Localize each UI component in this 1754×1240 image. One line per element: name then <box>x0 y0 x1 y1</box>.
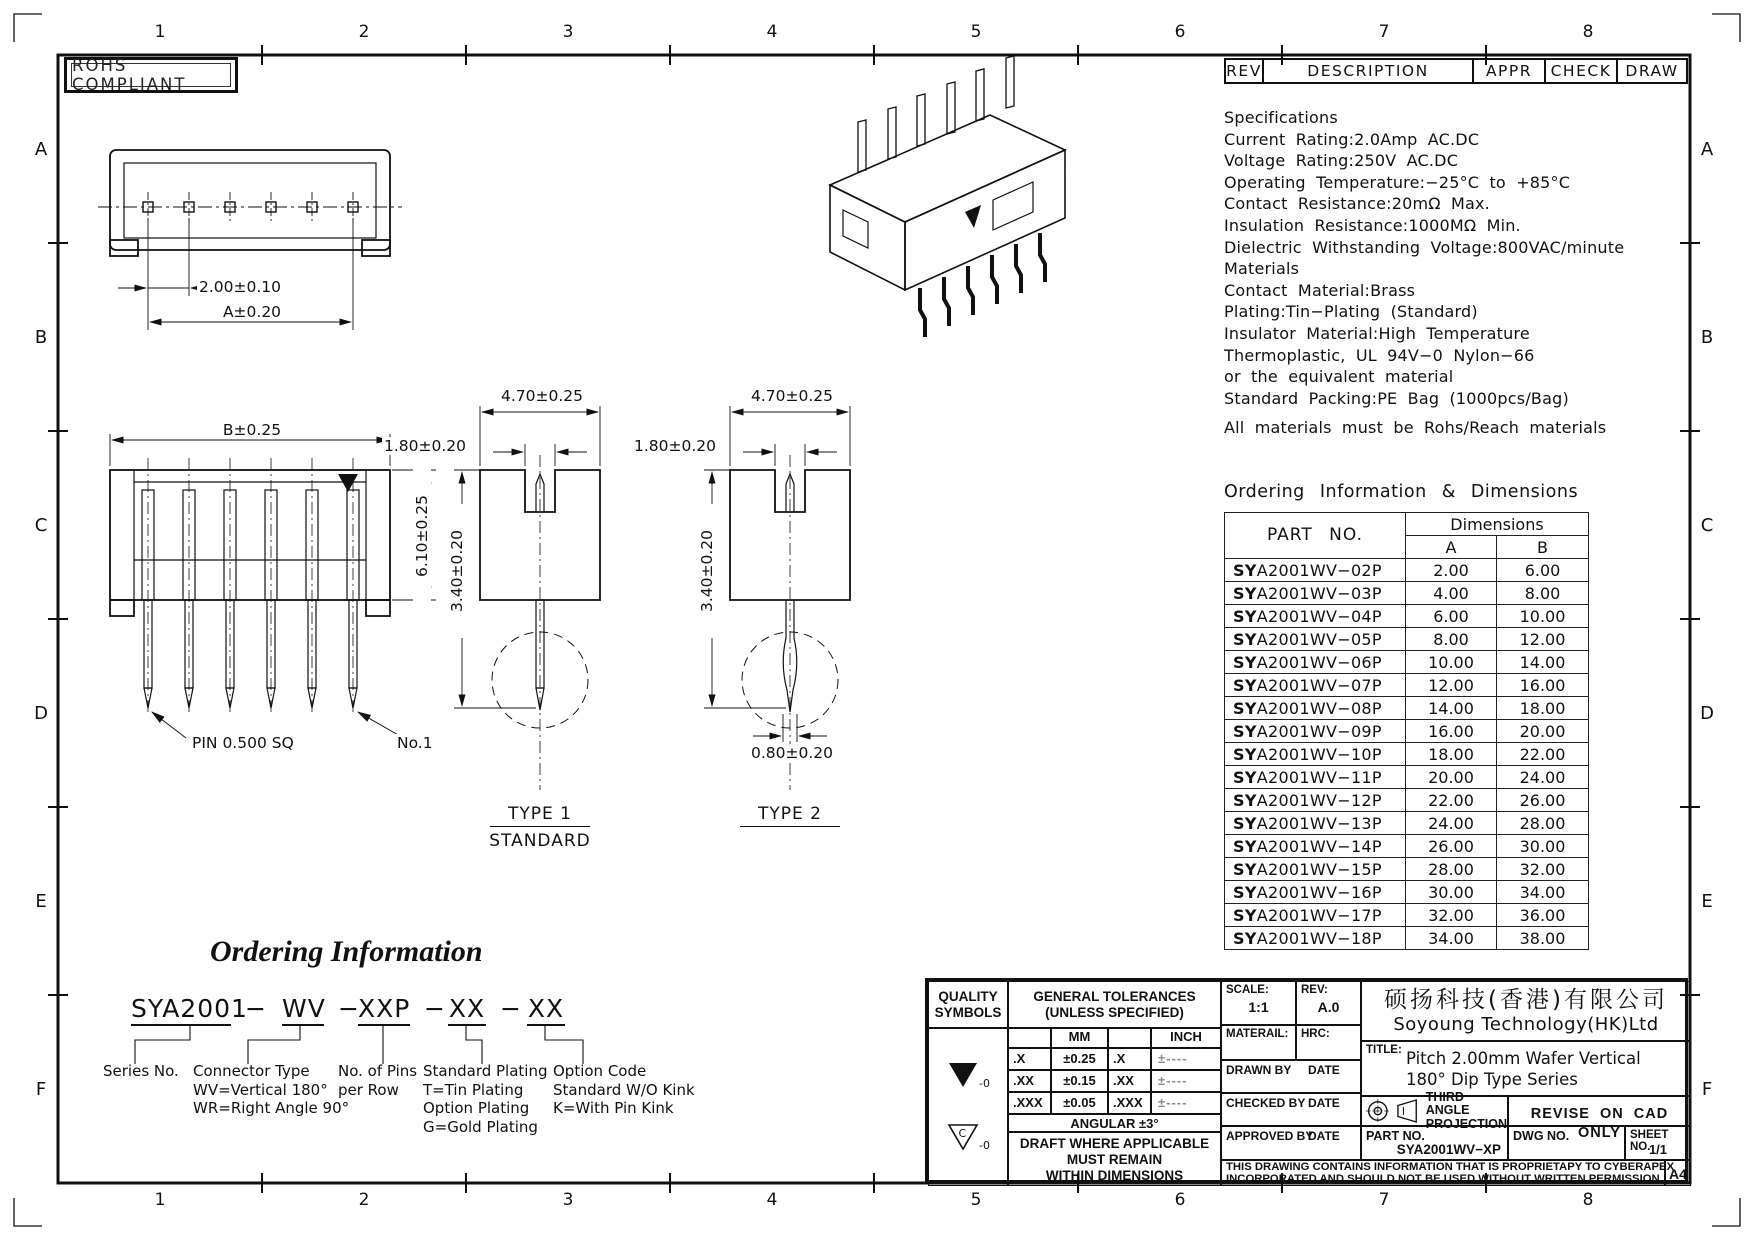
dim-a-value: 28.00 <box>1406 858 1497 881</box>
text-line: No. of Pins <box>338 1062 418 1080</box>
dim-b-value: 28.00 <box>1497 812 1589 835</box>
section-view <box>110 434 436 738</box>
rev-value: A.0 <box>1317 999 1340 1015</box>
dim-a-value: 2.00 <box>1406 559 1497 582</box>
text-line: Dielectric Withstanding Voltage:800VAC/minute <box>1224 237 1625 257</box>
text-line: A <box>1700 138 1714 160</box>
draw-col-header: DRAW <box>1618 58 1688 84</box>
dim-b-value: 32.00 <box>1497 858 1589 881</box>
code-dash: − <box>500 994 521 1023</box>
dim-b-value: 24.00 <box>1497 766 1589 789</box>
dim-b-value: 20.00 <box>1497 720 1589 743</box>
company-name-cn: 硕扬科技(香港)有限公司 <box>1384 987 1668 1013</box>
text-line: 8 <box>1582 1190 1594 1210</box>
drawing-title <box>1362 1042 1690 1090</box>
part-no-cell: PART NO. SYA2001WV−XP <box>1361 1126 1508 1160</box>
text-line: 6 <box>1174 1190 1186 1210</box>
projection-cell <box>1361 1089 1508 1131</box>
part-no-value: SYA2001WV−10P <box>1225 743 1406 766</box>
rohs-badge <box>64 57 238 93</box>
text-line: 5 <box>970 1190 982 1210</box>
dim-a-value: 26.00 <box>1406 835 1497 858</box>
pins-labels <box>338 1062 417 1099</box>
text-line: Current Rating:2.0Amp AC.DC <box>1224 129 1480 149</box>
specifications-block <box>1224 107 1694 439</box>
part-no-value: SYA2001WV−07P <box>1225 674 1406 697</box>
type1-dim-side: 3.40±0.20 <box>448 504 466 638</box>
text-line: THIRD ANGLE <box>1425 1089 1470 1118</box>
text-line: Insulator Material:High Temperature <box>1224 323 1530 343</box>
dim-b-value: 16.00 <box>1497 674 1589 697</box>
type1-view <box>454 406 600 790</box>
text-line: Standard Packing:PE Bag (1000pcs/Bag) <box>1224 388 1569 408</box>
approved-by-cell: APPROVED BY DATE <box>1221 1126 1361 1160</box>
text-line: Connector Type <box>193 1062 310 1080</box>
text-line: G=Gold Plating <box>423 1117 538 1136</box>
svg-text:-0: -0 <box>979 1077 990 1090</box>
table-row <box>1225 743 1589 766</box>
text-line: THIS DRAWING CONTAINS INFORMATION THAT IS PROPRIETAPY TO CYBERAPEX <box>1226 1161 1675 1173</box>
dim-a-value: 4.00 <box>1406 582 1497 605</box>
dim-a-value: 14.00 <box>1406 697 1497 720</box>
text-line: Thermoplastic, UL 94V−0 Nylon−66 <box>1224 345 1535 365</box>
dimensions-header: Dimensions <box>1406 513 1589 536</box>
dim-a-value: 12.00 <box>1406 674 1497 697</box>
pin-size-label: PIN 0.500 SQ <box>192 734 294 752</box>
type1-dim-slot: 1.80±0.20 <box>384 437 467 455</box>
part-no-value: SYA2001WV−08P <box>1225 697 1406 720</box>
part-no-value: SYA2001WV−17P <box>1225 904 1406 927</box>
text-line: WV=Vertical 180° <box>193 1080 328 1099</box>
dim-a-value: 24.00 <box>1406 812 1497 835</box>
revision-table <box>1224 58 1688 84</box>
text-line: SYMBOLS <box>934 1005 1002 1020</box>
text-line: (UNLESS SPECIFIED) <box>1045 1005 1184 1020</box>
text-line: MUST REMAIN <box>1066 1152 1163 1167</box>
code-series: SYA2001 <box>131 994 231 1026</box>
ordering-heading: Ordering Information <box>210 935 483 968</box>
text-line: PROJECTION <box>1425 1116 1507 1131</box>
polarity-mark-icon <box>965 205 981 228</box>
dimensions-table <box>1224 512 1589 950</box>
part-no-value: SYA2001WV−09P <box>1225 720 1406 743</box>
general-tolerances-header <box>1008 981 1221 1028</box>
dim-b-value: 22.00 <box>1497 743 1589 766</box>
check-col-header: CHECK <box>1546 58 1618 84</box>
part-no-value: SYA2001WV−05P <box>1225 628 1406 651</box>
dim-a-value: 16.00 <box>1406 720 1497 743</box>
table-row <box>1225 812 1589 835</box>
text-line: B <box>1700 326 1714 348</box>
mm-header: MM <box>1051 1028 1108 1048</box>
text-line: 3 <box>562 1190 574 1210</box>
checked-by-cell: CHECKED BY DATE <box>1221 1093 1361 1126</box>
dim-a-value: 34.00 <box>1406 927 1497 950</box>
part-no-value: SYA2001WV−04P <box>1225 605 1406 628</box>
ordering-leaders <box>135 1026 583 1064</box>
paper-size-cell: A4 <box>1665 1160 1691 1186</box>
dim-a-value: 22.00 <box>1406 789 1497 812</box>
code-pins: XXP <box>358 994 410 1026</box>
text-line: C <box>1700 514 1714 536</box>
text-line: T=Tin Plating <box>423 1080 524 1099</box>
text-line: Insulation Resistance:1000MΩ Min. <box>1224 215 1521 235</box>
sheet-no-cell: SHEET NO. 1/1 <box>1625 1126 1691 1160</box>
text-line: K=With Pin Kink <box>553 1099 674 1117</box>
table-row <box>1225 651 1589 674</box>
drawn-by-cell: DRAWN BY DATE <box>1221 1060 1361 1093</box>
type1-label: TYPE 1 <box>490 804 590 827</box>
text-line: per Row <box>338 1080 399 1099</box>
code-plating: XX <box>448 994 486 1026</box>
dim-b-value: 26.00 <box>1497 789 1589 812</box>
part-no-value: SYA2001WV−11P <box>1225 766 1406 789</box>
polarity-mark-icon <box>338 474 358 492</box>
table-row <box>1225 697 1589 720</box>
text-line: 7 <box>1378 1190 1390 1210</box>
text-line: 2 <box>358 22 370 42</box>
part-no-value: SYA2001WV−02P <box>1225 559 1406 582</box>
part-no-value: SYA2001WV−15P <box>1225 858 1406 881</box>
table-row <box>1225 628 1589 651</box>
text-line: Standard Plating <box>423 1062 548 1080</box>
table-row <box>1225 789 1589 812</box>
dim-b-value: 12.00 <box>1497 628 1589 651</box>
dim-a-value: 8.00 <box>1406 628 1497 651</box>
part-no-value: SYA2001WV−12P <box>1225 789 1406 812</box>
text-line: Materials <box>1224 259 1300 279</box>
type2-label: TYPE 2 <box>740 804 840 827</box>
table-row <box>1225 881 1589 904</box>
revise-note-cell: REVISE ON CAD ONLY <box>1508 1096 1691 1126</box>
type2-view <box>704 406 850 790</box>
part-no-value: SYA2001WV−13P <box>1225 812 1406 835</box>
code-type: WV <box>282 994 324 1026</box>
text-line: INCORPORATED AND SHOULD NOT BE USED WITHOUT WRITTEN PERMISSION <box>1226 1172 1660 1185</box>
material-cell: MATERAIL: <box>1221 1025 1296 1060</box>
text-line: Contact Material:Brass <box>1224 280 1416 300</box>
code-option: XX <box>527 994 565 1026</box>
dim-pitch: 2.00±0.10 <box>199 278 282 296</box>
dim-a-value: 6.00 <box>1406 605 1497 628</box>
text-line: All materials must be Rohs/Reach materials <box>1224 418 1607 438</box>
dim-b-value: 14.00 <box>1497 651 1589 674</box>
option-labels <box>553 1062 695 1118</box>
type1-dim-top: 4.70±0.25 <box>475 387 609 405</box>
company-cell <box>1361 981 1691 1041</box>
text-line: 180° Dip Type Series <box>1406 1070 1578 1089</box>
dim-a-value: 10.00 <box>1406 651 1497 674</box>
dim-b-value: 38.00 <box>1497 927 1589 950</box>
inch-header: INCH <box>1151 1028 1221 1048</box>
angular-tolerance: ANGULAR ±3° <box>1008 1114 1221 1132</box>
text-line: 4 <box>766 1190 778 1210</box>
text-line: 7 <box>1378 22 1390 42</box>
text-line: F <box>1701 1078 1713 1100</box>
text-line: Pitch 2.00mm Wafer Vertical <box>1406 1049 1641 1068</box>
part-no-value: SYA2001WV−06P <box>1225 651 1406 674</box>
dim-width-b: B±0.25 <box>200 421 304 439</box>
dim-b-value: 8.00 <box>1497 582 1589 605</box>
quality-symbols-area <box>928 1028 1008 1186</box>
company-name-en: Soyoung Technology(HK)Ltd <box>1393 1014 1659 1035</box>
dimensions-table-heading: Ordering Information & Dimensions <box>1224 482 1579 502</box>
text-line: B <box>34 326 48 348</box>
dim-b-value: 18.00 <box>1497 697 1589 720</box>
text-line: C <box>34 514 48 536</box>
dim-height: 6.10±0.25 <box>413 469 431 603</box>
text-line: Voltage Rating:250V AC.DC <box>1224 151 1459 171</box>
appr-col-header: APPR <box>1474 58 1546 84</box>
svg-text:-0: -0 <box>979 1139 990 1152</box>
draft-note <box>1008 1132 1221 1186</box>
rev-cell: REV: A.0 <box>1296 981 1361 1025</box>
text-line: D <box>1700 702 1714 724</box>
text-line: 3 <box>562 22 574 42</box>
rev-col-header: REV <box>1224 58 1264 84</box>
text-line: GENERAL TOLERANCES <box>1033 989 1196 1004</box>
text-line: QUALITY <box>938 989 998 1004</box>
table-row <box>1225 766 1589 789</box>
text-line: Option Code <box>553 1062 647 1080</box>
dim-b-value: 10.00 <box>1497 605 1589 628</box>
text-line: Option Plating <box>423 1099 530 1117</box>
code-dash: − <box>424 994 445 1023</box>
text-line: A <box>34 138 48 160</box>
dim-a-value: 18.00 <box>1406 743 1497 766</box>
col-b-header: B <box>1497 536 1589 559</box>
dim-a-value: 32.00 <box>1406 904 1497 927</box>
part-no-value: SYA2001WV−18P <box>1225 927 1406 950</box>
part-no-value: SYA2001WV−16P <box>1225 881 1406 904</box>
grid-columns-bottom <box>58 1190 1690 1214</box>
text-line: 6 <box>1174 22 1186 42</box>
table-row <box>1225 720 1589 743</box>
third-angle-projection-icon <box>1365 1097 1422 1125</box>
code-dash: − <box>338 994 359 1023</box>
series-label: Series No. <box>103 1062 179 1080</box>
connector-type-labels <box>193 1062 349 1118</box>
col-a-header: A <box>1406 536 1497 559</box>
text-line: D <box>34 702 48 724</box>
text-line: E <box>35 890 47 912</box>
quality-symbols-header <box>928 981 1008 1028</box>
text-line: E <box>1701 890 1713 912</box>
text-line: or the equivalent material <box>1224 367 1454 387</box>
table-row <box>1225 559 1589 582</box>
dim-b-value: 6.00 <box>1497 559 1589 582</box>
sheet-no-value: 1/1 <box>1648 1142 1668 1157</box>
part-no-value: SYA2001WV−14P <box>1225 835 1406 858</box>
text-line: Standard W/O Kink <box>553 1080 695 1099</box>
pin-one-label: No.1 <box>397 734 433 752</box>
text-line: WR=Right Angle 90° <box>193 1099 350 1117</box>
dim-span-a: A±0.20 <box>200 303 304 321</box>
svg-text:C: C <box>958 1127 967 1140</box>
scale-value: 1:1 <box>1248 999 1269 1015</box>
type2-dim-kink: 0.80±0.20 <box>725 744 859 762</box>
text-line: 2 <box>358 1190 370 1210</box>
part-no-value: SYA2001WV−XP <box>1396 1142 1501 1157</box>
table-row <box>1225 904 1589 927</box>
text-line: Operating Temperature:−25°C to +85°C <box>1224 172 1571 192</box>
plating-labels <box>423 1062 548 1136</box>
rohs-badge-label: ROHS COMPLIANT <box>71 63 231 87</box>
draft-angle-symbol-icon <box>929 1029 1005 1179</box>
part-no-header: PART NO. <box>1225 513 1406 559</box>
text-line: F <box>35 1078 47 1100</box>
table-row <box>1225 927 1589 950</box>
dim-b-value: 30.00 <box>1497 835 1589 858</box>
part-no-value: SYA2001WV−03P <box>1225 582 1406 605</box>
perspective-view <box>830 56 1065 337</box>
code-dash: − <box>245 994 266 1023</box>
grid-rows-right <box>1696 55 1718 1183</box>
text-line: WITHIN DIMENSIONS <box>1045 1168 1184 1183</box>
table-row <box>1225 605 1589 628</box>
scale-cell: SCALE: 1:1 <box>1221 981 1296 1025</box>
description-col-header: DESCRIPTION <box>1264 58 1474 84</box>
dim-b-value: 36.00 <box>1497 904 1589 927</box>
hrc-cell: HRC: <box>1296 1025 1361 1060</box>
table-row <box>1225 858 1589 881</box>
title-cell: TITLE: Pitch 2.00mm Wafer Vertical 180° Dip Type Series <box>1361 1041 1691 1096</box>
dim-a-value: 30.00 <box>1406 881 1497 904</box>
table-row <box>1225 674 1589 697</box>
type2-dim-side: 3.40±0.20 <box>698 504 716 638</box>
text-line: DRAFT WHERE APPLICABLE <box>1019 1136 1210 1151</box>
text-line: Contact Resistance:20mΩ Max. <box>1224 194 1490 214</box>
dim-a-value: 20.00 <box>1406 766 1497 789</box>
grid-columns-top <box>58 22 1690 46</box>
type2-dim-top: 4.70±0.25 <box>725 387 859 405</box>
text-line: Plating:Tin−Plating (Standard) <box>1224 302 1478 322</box>
text-line: 1 <box>154 22 166 42</box>
text-line: 8 <box>1582 22 1594 42</box>
title-block: QUALITY SYMBOLS -0 C -0 GENERAL TOLERANCES (UNLESS SPECIFIED) MM INCH .X ±0.25 .X ±---- .XX ±0.15 .XX ±---- .XXX ±0.05 .XXX ±---- ANGULAR ±3° DRAFT WHERE APPLICABLE MUST REMAIN WITHIN DIMENSIONS SCALE: 1:1 REV: A.0 MATERAIL: HRC: DRAWN BY DATE CHECKED BY DATE APPROVED BY DATE 硕扬科技(香港)有限公司 Soyoung Technology(HK)Ltd TITLE: Pitch 2.00mm Wafer Vertical 180° Dip Type Series THIRD ANGLE PROJECTION REVISE ON CAD ONLY PART NO. SYA2001WV−XP DWG NO. SHEET NO. 1/1 THIS DRAWING CONTAINS INFORMATION THAT IS PROPRIETAPY TO CYBERAPEX INCORPORATED AND SHOULD NOT BE USED WITHOUT WRITTEN PERMISSION A4 <box>925 978 1688 1183</box>
text-line: 4 <box>766 22 778 42</box>
grid-rows-left <box>30 55 52 1183</box>
type2-dim-slot: 1.80±0.20 <box>634 437 717 455</box>
table-row <box>1225 582 1589 605</box>
type1-sublabel: STANDARD <box>489 831 591 851</box>
text-line: 1 <box>154 1190 166 1210</box>
dwg-no-cell: DWG NO. <box>1508 1126 1625 1160</box>
dim-b-value: 34.00 <box>1497 881 1589 904</box>
text-line: 5 <box>970 22 982 42</box>
table-row <box>1225 835 1589 858</box>
text-line: Specifications <box>1224 108 1338 127</box>
disclaimer-cell <box>1221 1160 1675 1186</box>
